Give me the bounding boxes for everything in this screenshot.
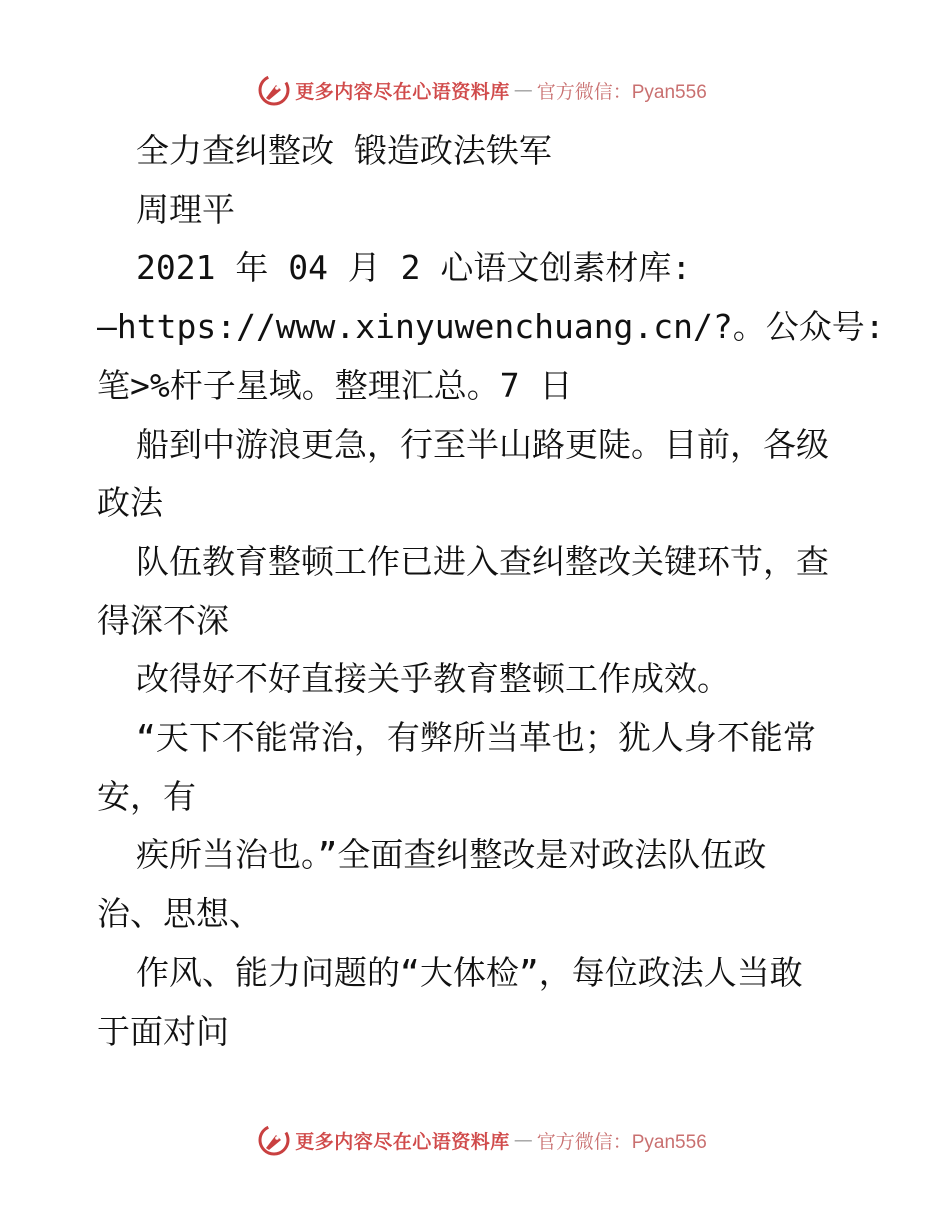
- document-line: 全力查纠整改 锻造政法铁军: [136, 131, 552, 170]
- document-line: 改得好不好直接关乎教育整顿工作成效。: [136, 659, 730, 699]
- pen-nib-circle-icon: [257, 1123, 291, 1157]
- document-line: 2021 年 04 月 2 心语文创素材库:: [136, 248, 692, 288]
- document-line: 疾所当治也。”全面查纠整改是对政法队伍政: [136, 835, 767, 875]
- footer-brand-text: 更多内容尽在心语资料库: [295, 1130, 510, 1153]
- document-line: 周理平: [136, 189, 235, 229]
- document-line: 笔>%杆子星域。整理汇总。7 日: [97, 365, 573, 405]
- document-body: [97, 122, 885, 1061]
- document-line: 船到中游浪更急，行至半山路更陡。目前，各级: [136, 424, 829, 464]
- pen-nib-circle-icon: [257, 73, 291, 107]
- document-line: 作风、能力问题的“大体检”，每位政法人当敢: [136, 952, 803, 992]
- header-brand-text: 更多内容尽在心语资料库: [295, 80, 510, 103]
- footer-dash: —: [513, 1129, 533, 1151]
- document-line: “天下不能常治，有弊所当革也；犹人身不能常: [136, 718, 816, 758]
- header-contact-text: 官方微信：Pyan556: [536, 81, 707, 103]
- footer-banner-inner: [257, 1123, 707, 1157]
- footer-banner: [0, 1120, 950, 1160]
- header-dash: —: [513, 79, 533, 101]
- document-line: 队伍教育整顿工作已进入查纠整改关键环节，查: [136, 541, 829, 581]
- header-banner-inner: [257, 73, 707, 107]
- footer-contact-text: 官方微信：Pyan556: [536, 1131, 707, 1153]
- document-line: 治、思想、: [97, 894, 262, 934]
- document-line: 得深不深: [97, 600, 229, 640]
- document-line: 政法: [97, 483, 163, 523]
- header-banner: [0, 70, 950, 110]
- document-line: 于面对问: [97, 1011, 229, 1051]
- document-line: —https://www.xinyuwenchuang.cn/?。公众号:: [97, 307, 885, 347]
- document-line: 安，有: [97, 776, 196, 816]
